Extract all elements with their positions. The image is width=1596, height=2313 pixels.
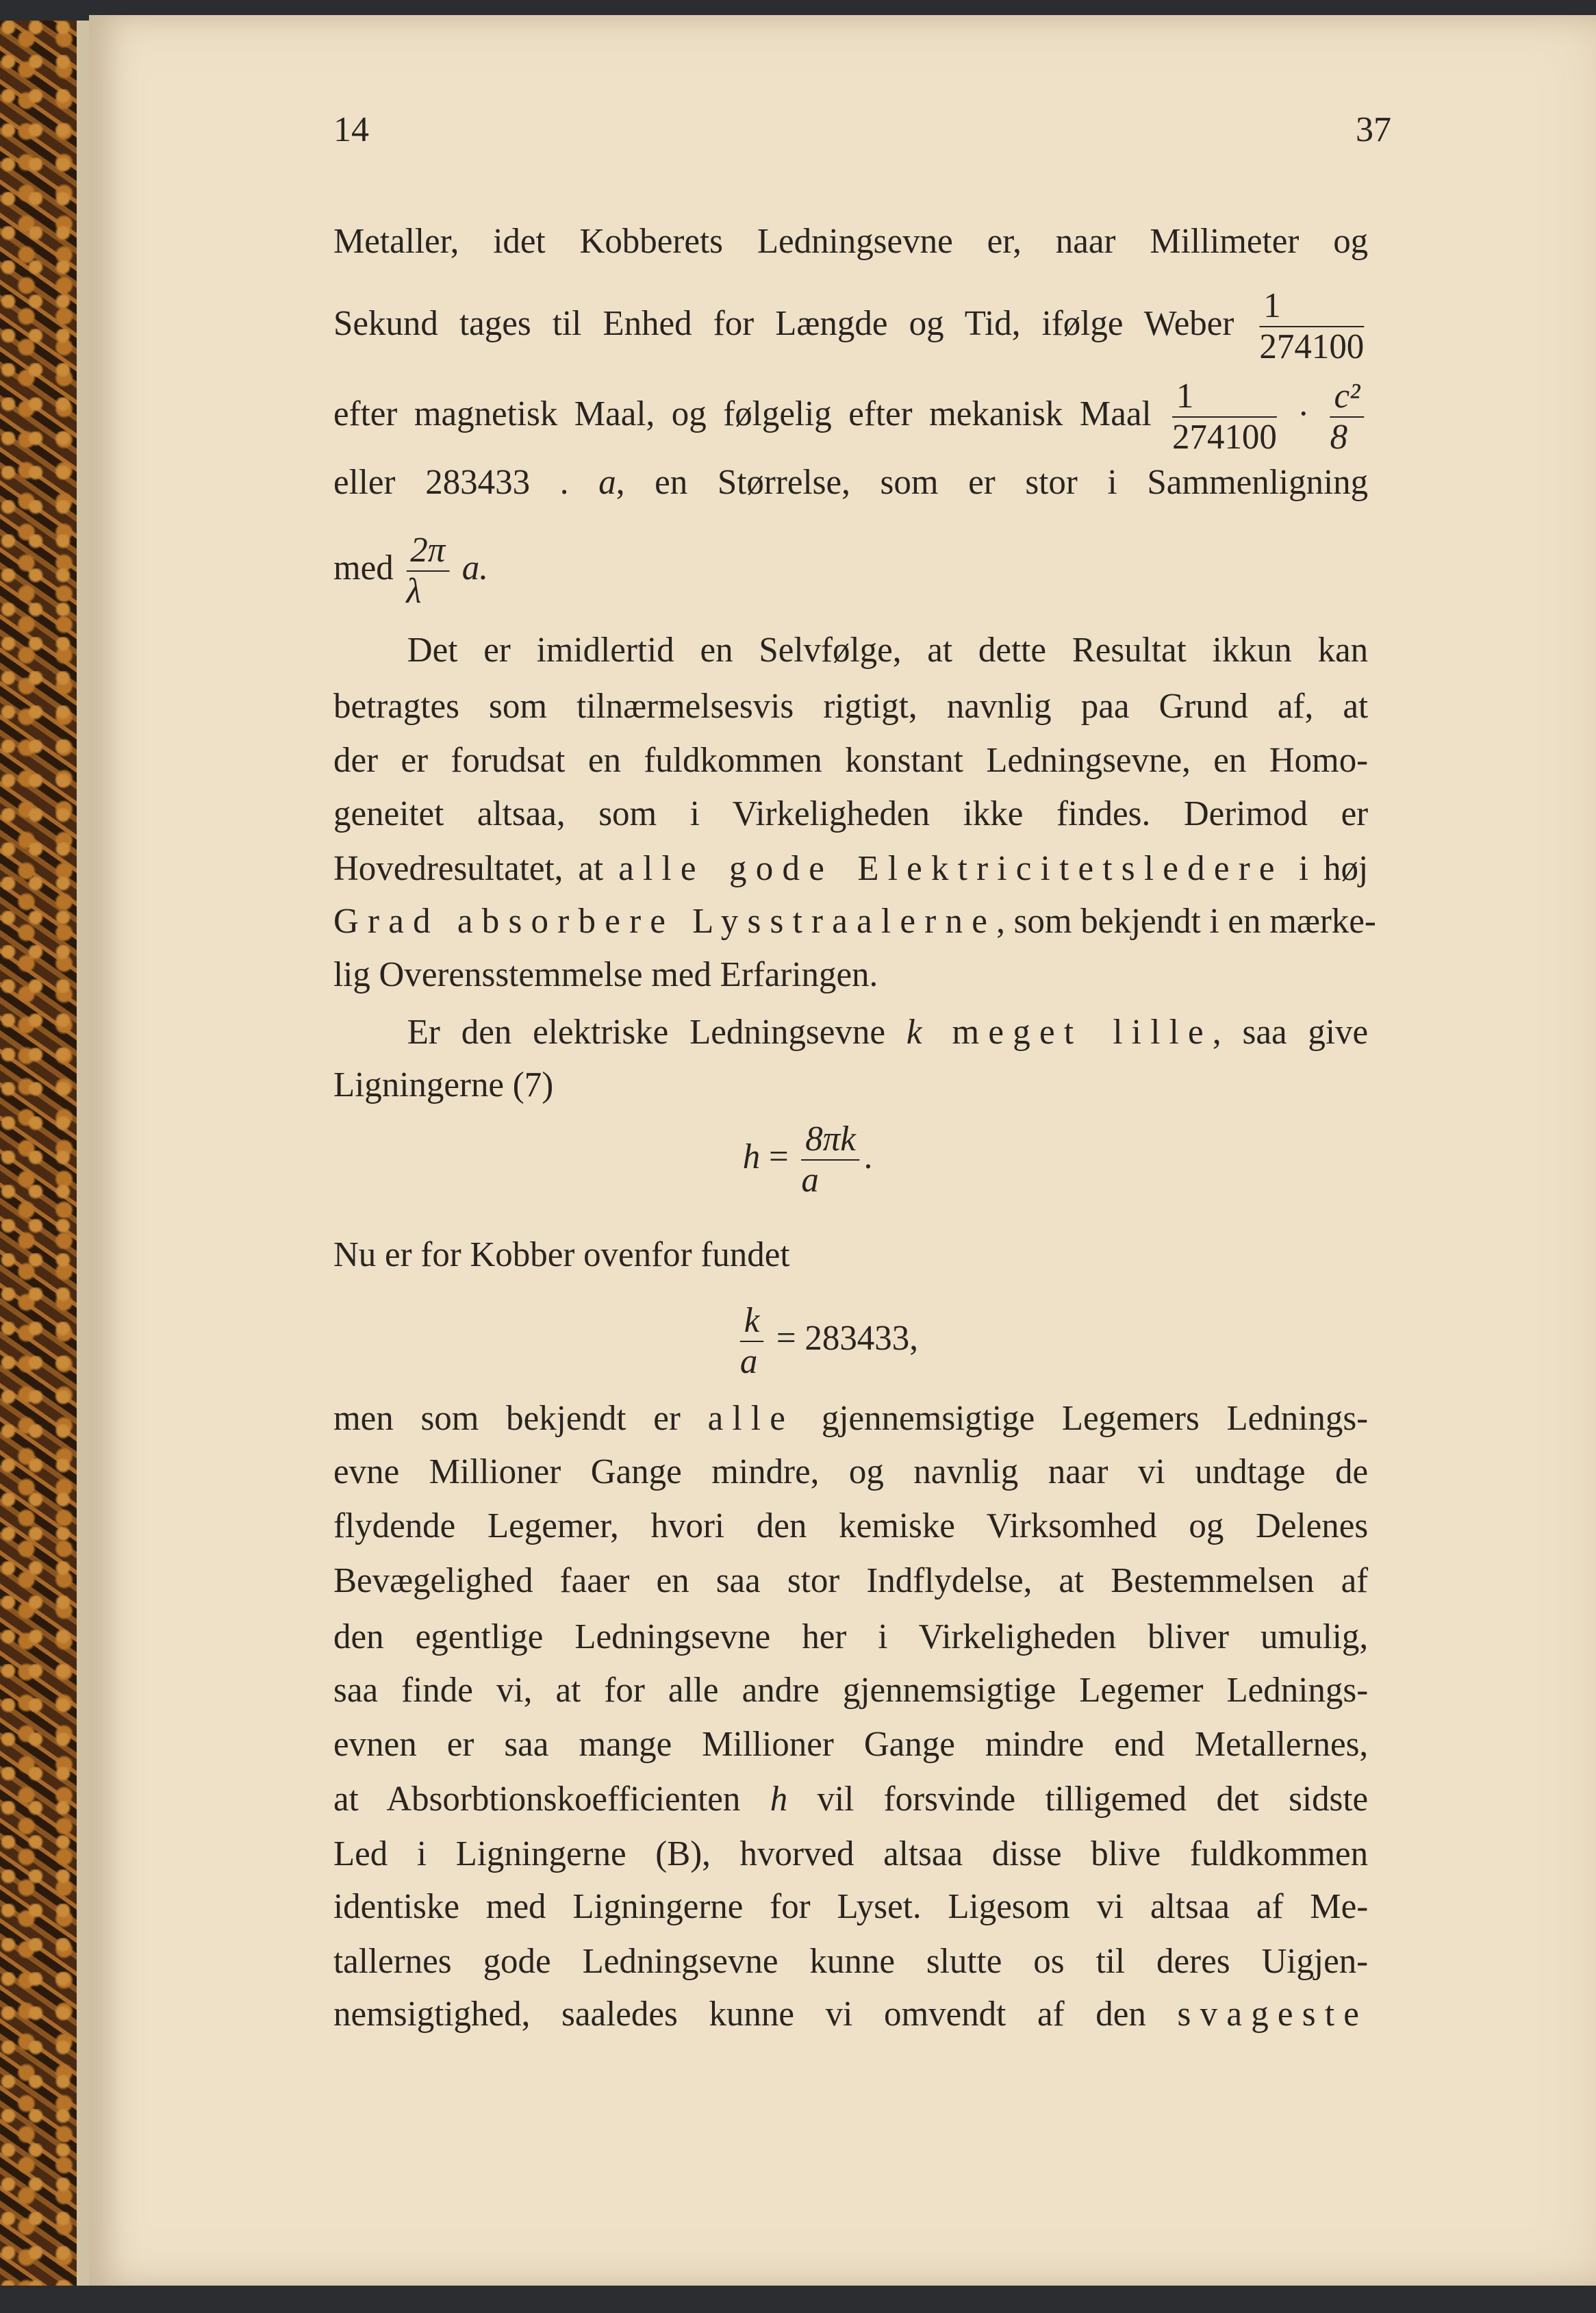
text-line — [333, 898, 1376, 946]
equation — [333, 1120, 1596, 1200]
text-line — [333, 845, 1368, 893]
text-line — [333, 1009, 1368, 1057]
text-segment: evne Millioner Gange mindre, og navnlig naar vi undtage de — [333, 1452, 1369, 1491]
text-segment: den egentlige Ledningsevne her i Virkeligheden bliver umulig, — [333, 1617, 1369, 1656]
text-segment: men som bekjendt er — [333, 1399, 708, 1438]
spaced-emphasis: Grad absorbere Lysstraalerne — [333, 902, 997, 941]
text-line — [333, 683, 1368, 731]
text-segment: , saa give — [1212, 1013, 1369, 1052]
text-segment: Metaller, idet Kobberets Ledningsevne er, naar Millimeter og — [333, 222, 1369, 261]
math-variable: a — [598, 463, 616, 502]
denominator: 274100 — [1259, 327, 1365, 366]
text-segment: = 283433, — [768, 1318, 918, 1358]
denominator: a — [801, 1161, 819, 1200]
fraction — [1172, 377, 1277, 457]
text-segment: Ligningerne (7) — [333, 1065, 554, 1104]
math-variable: h — [742, 1137, 761, 1176]
text-line — [333, 1667, 1368, 1715]
text-line — [333, 286, 1368, 367]
spaced-emphasis: svageste — [1177, 1995, 1369, 2034]
text-segment: , en Størrelse, som er stor i Sammenligning — [616, 463, 1369, 502]
text-segment: Hovedresultatet, at — [333, 849, 619, 888]
spaced-emphasis: meget lille — [922, 1013, 1213, 1052]
text-segment: = — [760, 1137, 798, 1176]
text-line — [333, 1990, 1368, 2038]
fraction — [1259, 286, 1364, 367]
text-segment: at Absorbtionskoefficienten — [333, 1780, 770, 1819]
numerator: 1 — [1259, 286, 1364, 327]
text-segment: gjennemsigtige Legemers Lednings- — [794, 1399, 1369, 1438]
fraction — [406, 531, 449, 611]
text-segment: flydende Legemer, hvori den kemiske Virksomhed og Delenes — [333, 1506, 1369, 1545]
math-variable: a. — [453, 548, 488, 587]
text-line — [333, 1721, 1368, 1769]
text-segment: med — [333, 548, 403, 587]
text-line — [333, 377, 1368, 457]
scan-bottom-border — [0, 2286, 1596, 2313]
text-line — [333, 1775, 1368, 1823]
text-line — [333, 1061, 1368, 1109]
text-segment: , som bekjendt i en mærke- — [996, 902, 1376, 941]
text-line — [333, 531, 1368, 611]
text-line — [333, 737, 1368, 785]
denominator: 274100 — [1172, 418, 1277, 457]
text-line — [333, 1613, 1368, 1661]
text-segment: Bevægelighed faaer en saa stor Indflydelse, at Bestemmelsen af — [333, 1561, 1369, 1600]
page-number-left: 14 — [333, 110, 369, 149]
text-line — [333, 1830, 1368, 1878]
page-number-right: 37 — [1356, 110, 1391, 149]
text-segment: eller 283433 . — [333, 463, 599, 502]
text-segment: der er forudsat en fuldkommen konstant Ledningsevne, en Homo- — [333, 741, 1369, 780]
fraction — [1330, 377, 1365, 457]
text-segment: Nu er for Kobber ovenfor fundet — [333, 1235, 790, 1274]
text-segment: saa finde vi, at for alle andre gjennemsigtige Legemer Lednings- — [333, 1671, 1369, 1710]
math-variable: k — [906, 1013, 922, 1052]
text-line — [333, 218, 1368, 266]
text-segment: nemsigtighed, saaledes kunne vi omvendt af den — [333, 1995, 1178, 2034]
book-spine-marbled-cover — [0, 21, 82, 2286]
text-segment: vil forsvinde tilligemed det sidste — [787, 1780, 1369, 1819]
equation — [333, 1301, 1596, 1382]
text-line — [333, 951, 1368, 999]
math-variable: h — [770, 1780, 788, 1819]
text-segment: betragtes som tilnærmelsesvis rigtigt, navnlig paa Grund af, at — [333, 687, 1369, 726]
text-line — [333, 459, 1368, 507]
text-line — [333, 1448, 1368, 1496]
text-segment: identiske med Ligningerne for Lyset. Ligesom vi altsaa af Me- — [333, 1887, 1369, 1926]
numerator: 8πk — [801, 1120, 859, 1161]
text-segment: tallernes gode Ledningsevne kunne slutte os til deres Uigjen- — [333, 1942, 1369, 1981]
text-segment: Sekund tages til Enhed for Længde og Tid, ifølge Weber — [333, 303, 1256, 343]
text-line — [333, 627, 1368, 674]
text-line — [333, 1938, 1368, 1986]
text-line — [333, 1502, 1368, 1550]
text-line — [333, 1883, 1368, 1931]
text-line — [333, 1557, 1368, 1605]
text-segment: lig Overensstemmelse med Erfaringen. — [333, 955, 878, 994]
numerator: c² — [1330, 377, 1365, 418]
page-edge — [77, 21, 90, 2286]
text-segment: Er den elektriske Ledningsevne — [407, 1013, 907, 1052]
text-segment: Det er imidlertid en Selvfølge, at dette Resultat ikkun kan — [407, 631, 1369, 670]
denominator: 8 — [1330, 418, 1348, 457]
spaced-emphasis: alle gode Elektricitetsledere — [618, 849, 1284, 888]
spaced-emphasis: alle — [707, 1399, 795, 1438]
fraction — [740, 1301, 763, 1382]
fraction — [801, 1120, 859, 1200]
text-line — [333, 1395, 1368, 1443]
denominator: λ — [406, 572, 422, 611]
numerator: k — [740, 1301, 763, 1342]
text-line — [333, 790, 1368, 838]
numerator: 1 — [1172, 377, 1277, 418]
text-segment: efter magnetisk Maal, og følgelig efter mekanisk Maal — [333, 394, 1169, 433]
text-segment: i høj — [1283, 849, 1369, 888]
text-segment: geneitet altsaa, som i Virkeligheden ikke findes. Derimod er — [333, 794, 1369, 833]
text-segment: · — [1280, 394, 1326, 433]
text-segment: . — [863, 1137, 873, 1176]
text-line — [333, 1231, 1368, 1279]
denominator: a — [739, 1342, 758, 1381]
numerator: 2π — [406, 531, 449, 572]
text-segment: evnen er saa mange Millioner Gange mindre end Metallernes, — [333, 1725, 1369, 1764]
text-segment: Led i Ligningerne (B), hvorved altsaa disse blive fuldkommen — [333, 1834, 1369, 1873]
